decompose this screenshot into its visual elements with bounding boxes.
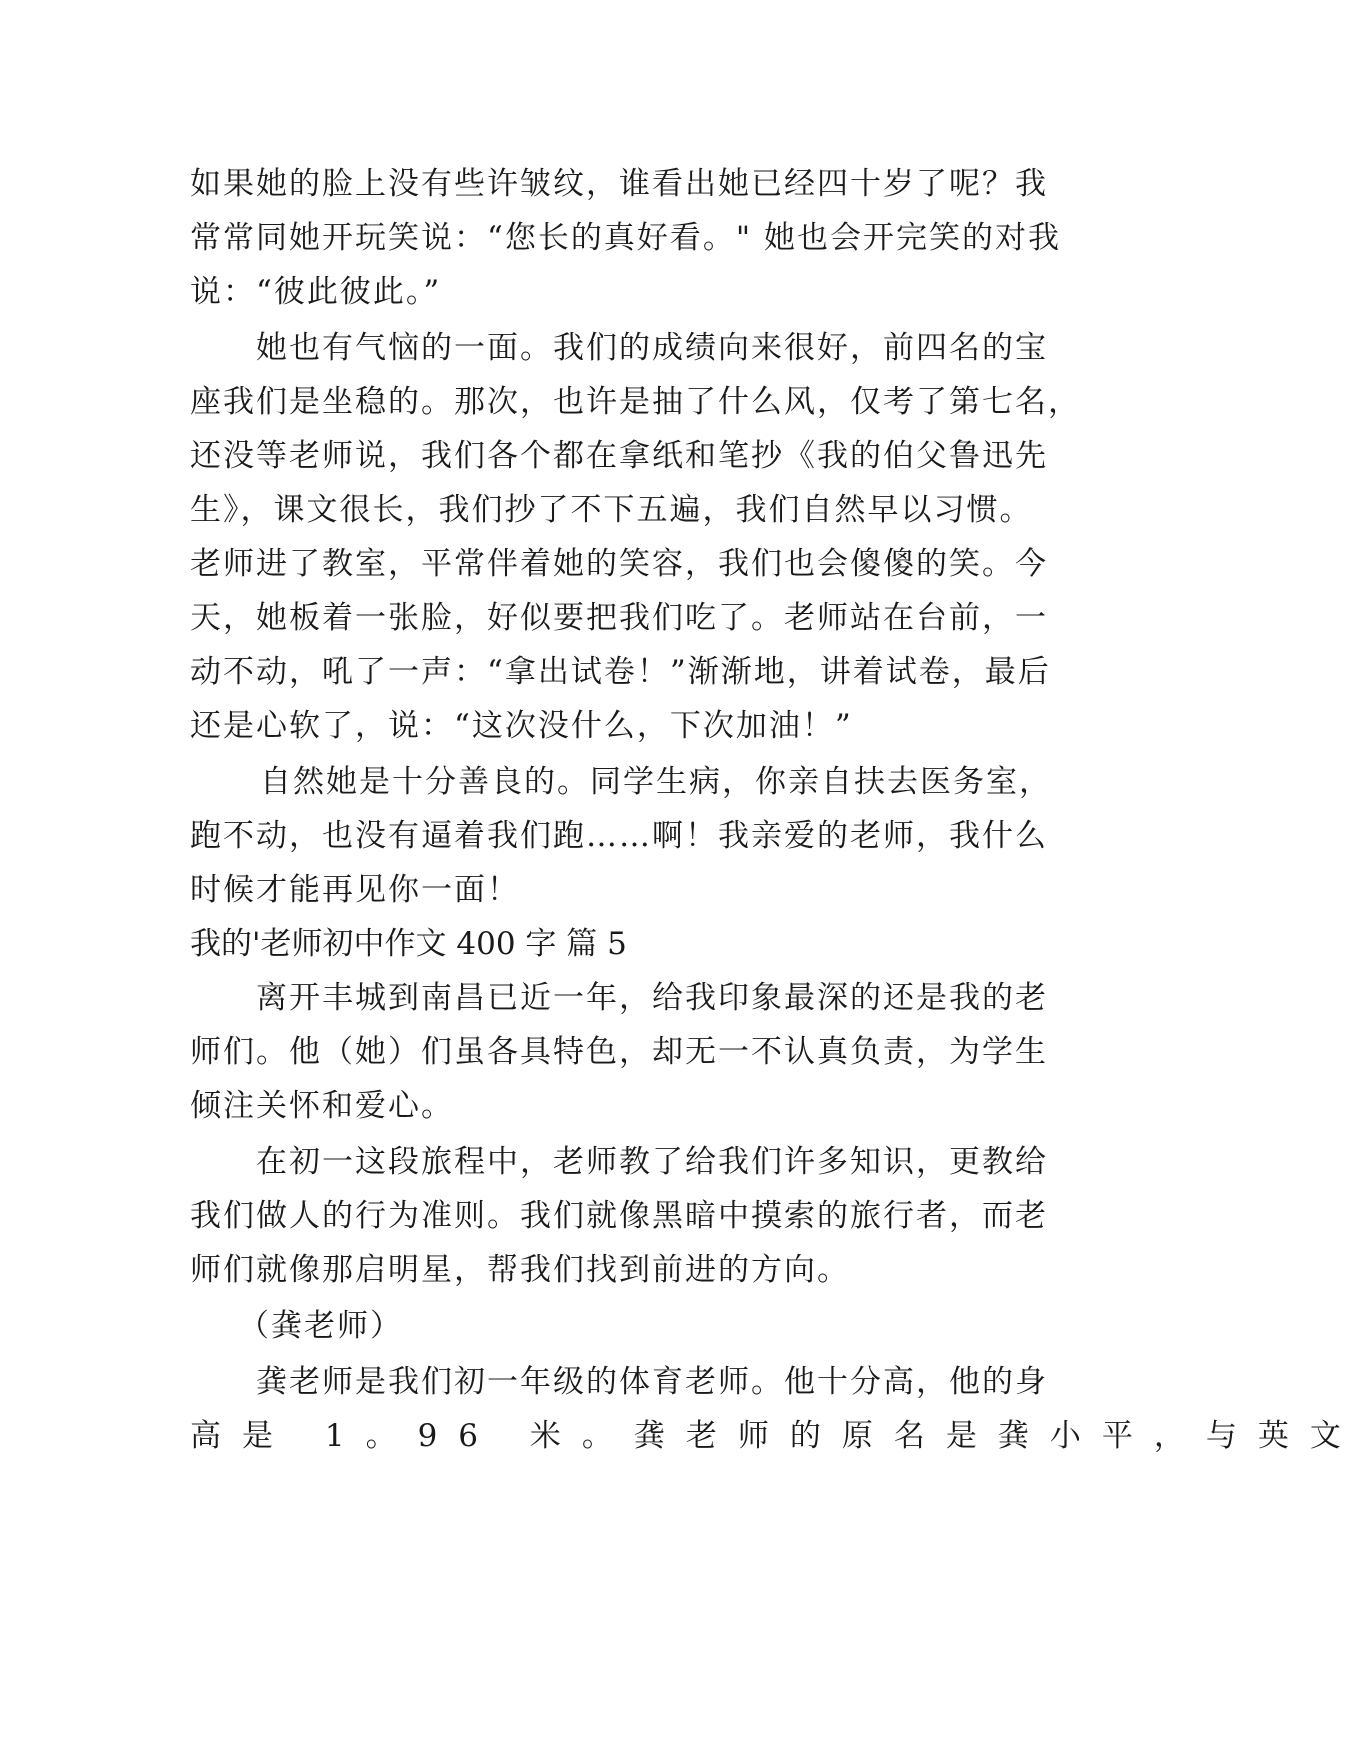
paragraph-line: 动不动，吼了一声：“拿出试卷！”渐渐地，讲着试卷，最后: [190, 654, 1051, 690]
section-heading: 我的'老师初中作文 400 字 篇 5: [190, 926, 627, 962]
paragraph-line: 座我们是坐稳的。那次，也许是抽了什么风，仅考了第七名，: [190, 384, 1081, 420]
paragraph-line: 常常同她开玩笑说：“您长的真好看。" 她也会开完笑的对我: [190, 220, 1061, 256]
paragraph-line: 师们。他（她）们虽各具特色，却无一不认真负责，为学生: [190, 1034, 1048, 1070]
paragraph-line: 自然她是十分善良的。同学生病，你亲自扶去医务室，: [260, 764, 1052, 800]
paragraph-line: 跑不动，也没有逼着我们跑……啊！我亲爱的老师，我什么: [190, 818, 1048, 854]
paragraph-line: 师们就像那启明星，帮我们找到前进的方向。: [190, 1252, 850, 1288]
paragraph-line: 我们做人的行为准则。我们就像黑暗中摸索的旅行者，而老: [190, 1198, 1048, 1234]
paragraph-line: 她也有气恼的一面。我们的成绩向来很好，前四名的宝: [256, 330, 1048, 366]
paragraph-line: 还没等老师说，我们各个都在拿纸和笔抄《我的伯父鲁迅先: [190, 438, 1048, 474]
paragraph-line: 还是心软了，说：“这次没什么，下次加油！”: [190, 708, 853, 744]
paragraph-line: 说：“彼此彼此。”: [190, 274, 442, 310]
paragraph-line: 倾注关怀和爱心。: [190, 1088, 454, 1124]
paragraph-line: 老师进了教室，平常伴着她的笑容，我们也会傻傻的笑。今: [190, 546, 1048, 582]
paragraph-line: 离开丰城到南昌已近一年，给我印象最深的还是我的老: [256, 980, 1048, 1016]
paragraph-line: 高是 1。96 米。龚老师的原名是龚小平，与英文: [190, 1418, 1362, 1454]
paragraph-line: 时候才能再见你一面！: [190, 872, 520, 908]
paragraph-line: 生》，课文很长，我们抄了不下五遍，我们自然早以习惯。: [190, 492, 1033, 528]
paragraph-line: 在初一这段旅程中，老师教了给我们许多知识，更教给: [256, 1144, 1048, 1180]
paragraph-line: 龚老师是我们初一年级的体育老师。他十分高，他的身: [256, 1364, 1048, 1400]
paragraph-line: 如果她的脸上没有些许皱纹，谁看出她已经四十岁了呢？我: [190, 166, 1048, 202]
subsection-label: （龚老师）: [238, 1308, 403, 1344]
paragraph-line: 天，她板着一张脸，好似要把我们吃了。老师站在台前，一: [190, 600, 1048, 636]
